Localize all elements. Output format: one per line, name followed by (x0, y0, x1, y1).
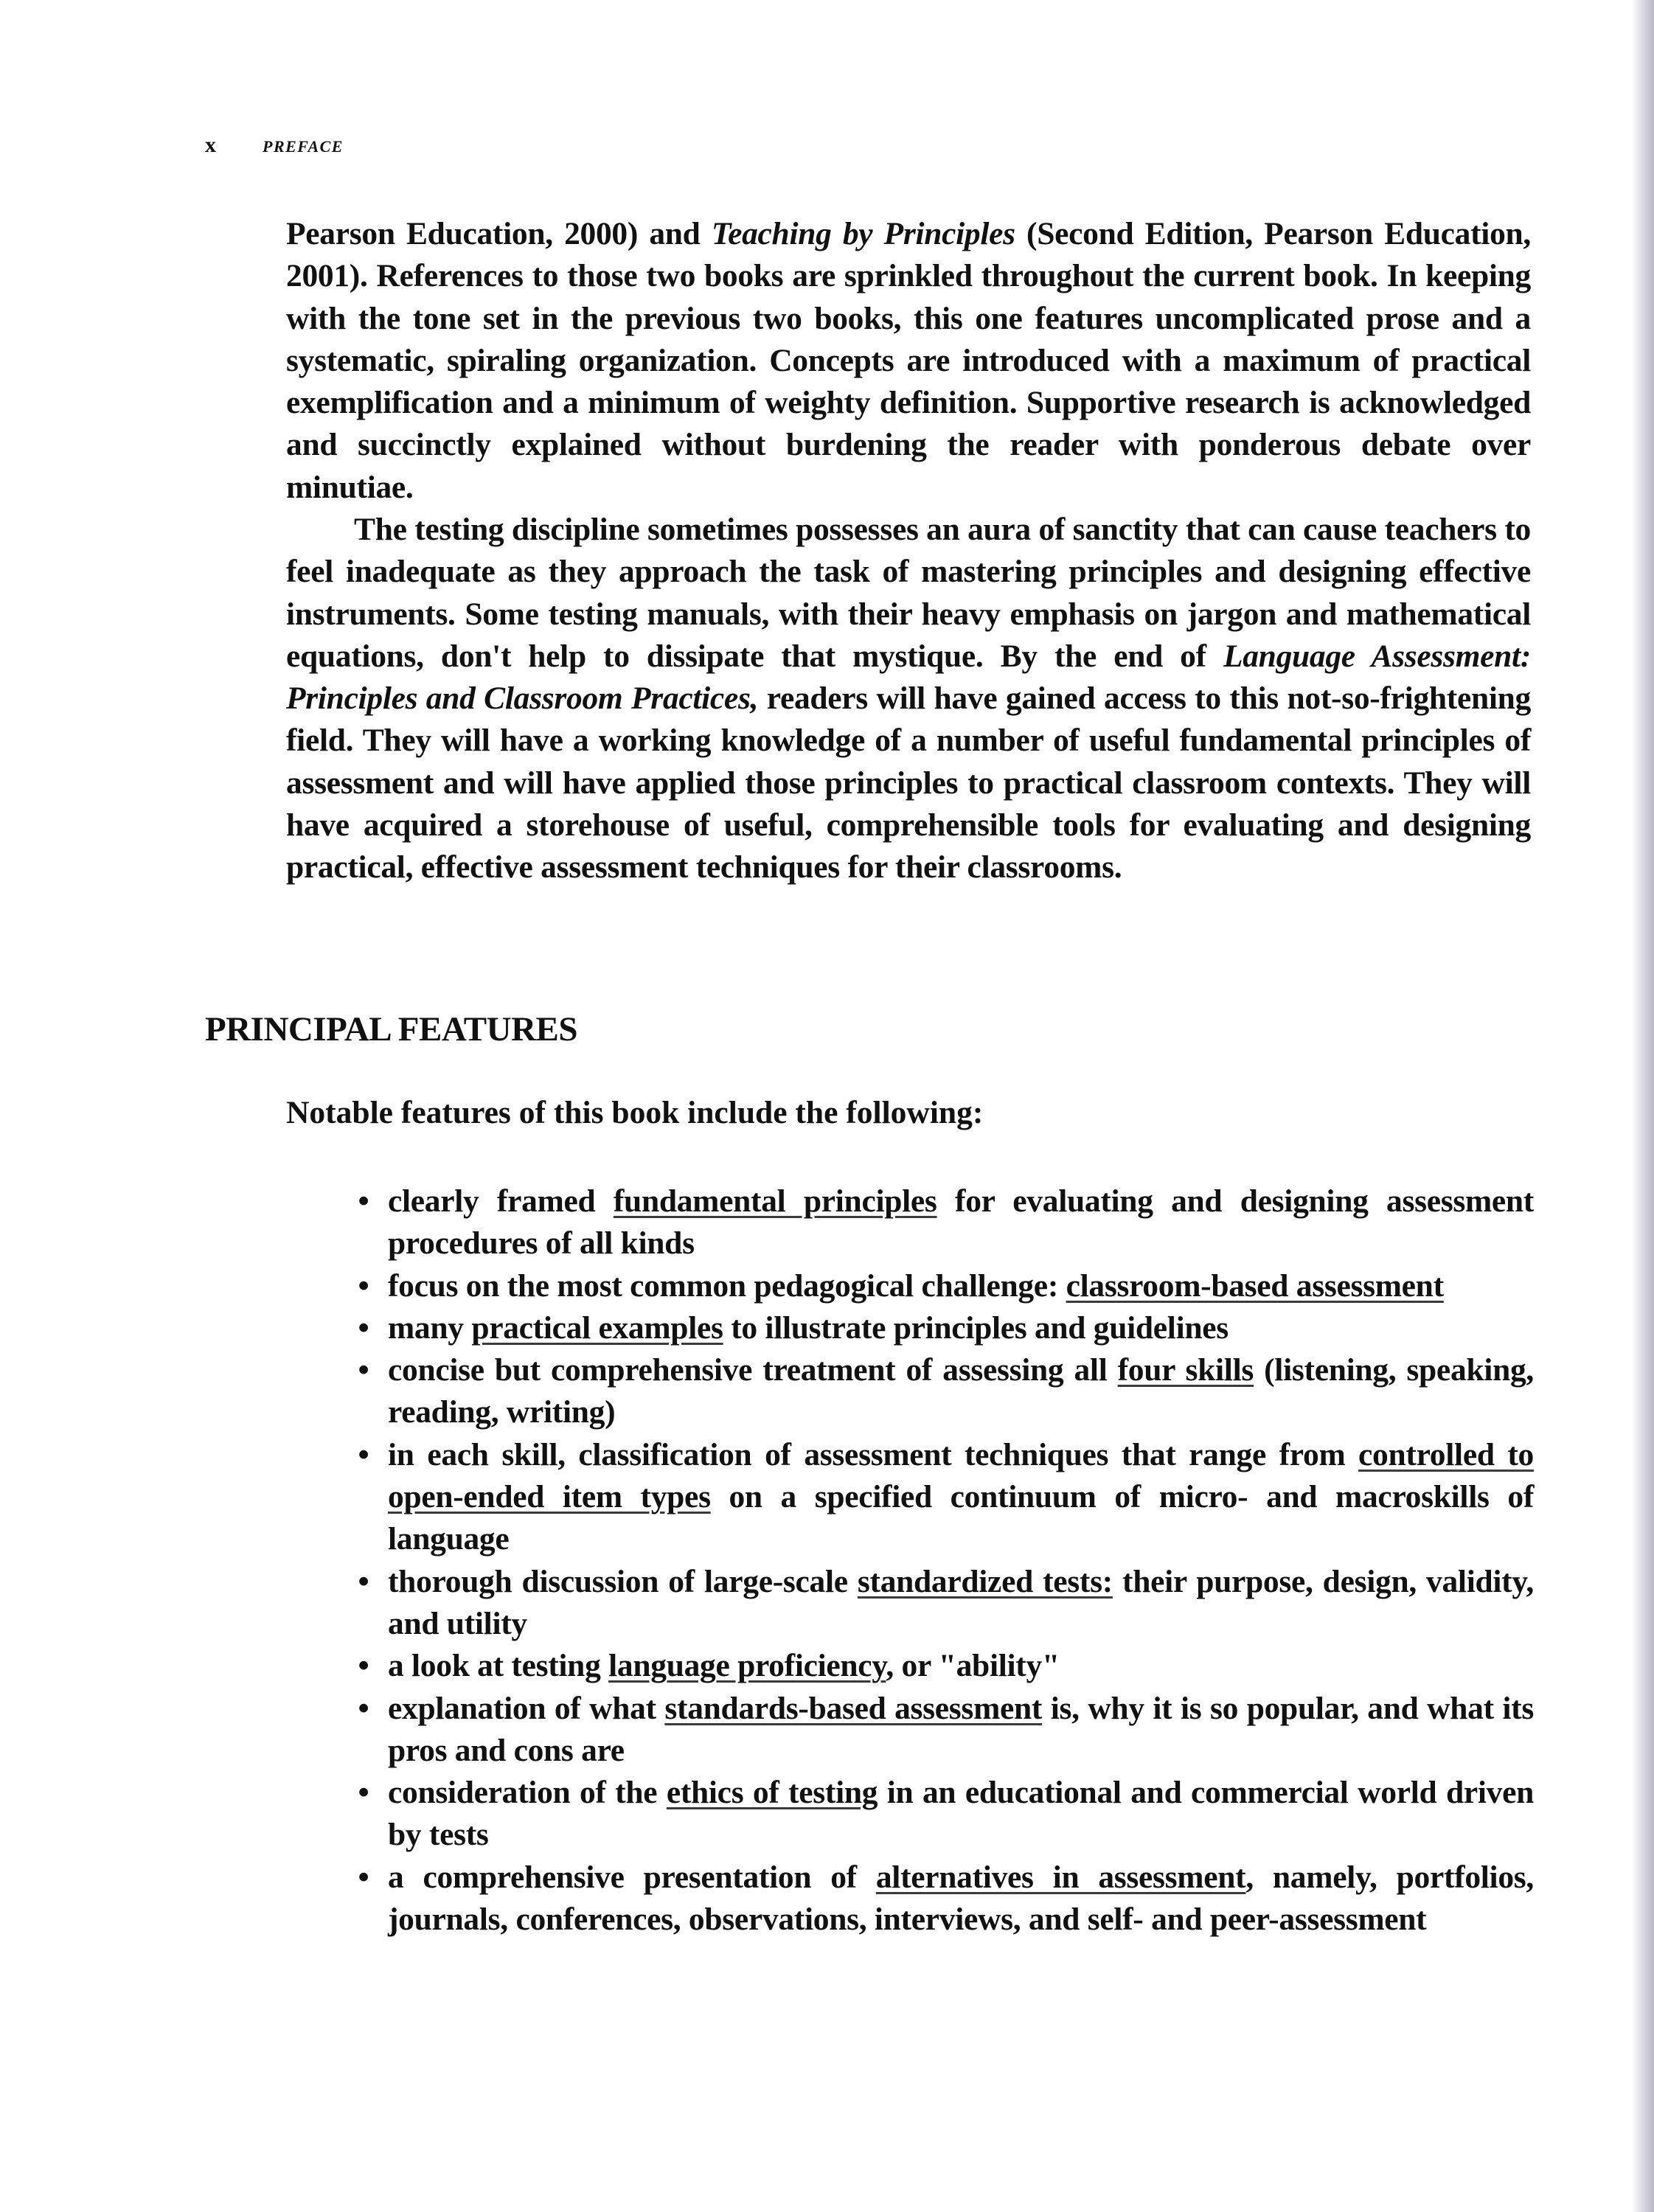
feature-underlined-term: four skills (1117, 1352, 1254, 1388)
feature-underlined-term: standards-based assessment (664, 1690, 1043, 1726)
paragraph-1-text (286, 213, 1531, 509)
feature-underlined-term: controlled to open-ended item types (388, 1436, 1535, 1515)
feature-text: to illustrate principles and guidelines (723, 1310, 1229, 1346)
intro-sentence: Notable features of this book include the following: (286, 1095, 984, 1130)
text-segment: (Second Edition, Pearson Education, 2001). References to those two books are sprinkled throughout the current book. In keeping with the tone set in the previous two books, this one features uncomplicated prose and a systematic, spiraling organization. Concepts are introduced with a maximum of practical exemplification and a minimum of weighty definition. Supportive research is acknowledged and succinctly explained without burdening the reader with ponderous debate over minutiae. (286, 216, 1531, 505)
feature-text: (listening, speaking, reading, writing) (388, 1352, 1534, 1430)
paragraph-2-text (286, 509, 1531, 889)
feature-underlined-term: practical examples (471, 1310, 723, 1346)
feature-underlined-term: language proficiency (608, 1648, 886, 1684)
paragraph-1 (286, 213, 1531, 509)
paragraph-2 (286, 509, 1531, 889)
feature-underlined-term: alternatives in assessment (875, 1859, 1246, 1895)
text-segment: Pearson Education, 2000) and (286, 216, 712, 251)
feature-underlined-term: ethics of testing (666, 1775, 878, 1811)
feature-underlined-term: classroom-based assessment (1066, 1267, 1444, 1304)
feature-text: focus on the most common pedagogical challenge: (388, 1267, 1066, 1304)
features-list (352, 1180, 1534, 1941)
feature-text: consideration of the (388, 1775, 667, 1811)
feature-item (358, 1307, 1534, 1349)
bullet-icon: • (358, 1563, 369, 1599)
feature-text: clearly framed (388, 1183, 614, 1219)
feature-underlined-term: fundamental principles (613, 1183, 937, 1219)
text-segment: The testing discipline sometimes possesses an aura of sanctity that can cause teachers to feel inadequate as they approach the task of mastering principles and designing effective instruments. Some testing manuals, with their heavy emphasis on jargon and mathematical equations, don't help to dissipate that mystique. By the end of (286, 512, 1531, 674)
page-binding-shadow (1632, 0, 1654, 2212)
feature-text: in each skill, classification of assessment techniques that range from (388, 1436, 1359, 1472)
feature-item (358, 1180, 1534, 1265)
bullet-icon: • (358, 1775, 369, 1811)
bullet-icon: • (358, 1183, 369, 1219)
feature-item (358, 1772, 1534, 1857)
feature-text: their purpose, design, validity, and utility (388, 1563, 1534, 1641)
bullet-icon: • (358, 1436, 369, 1472)
book-title-language-assessment: Language Assessment: Principles and Classroom Practices, (286, 638, 1532, 717)
bullet-icon: • (358, 1859, 369, 1895)
feature-text: concise but comprehensive treatment of assessing all (388, 1352, 1118, 1388)
feature-item (358, 1349, 1534, 1434)
page-number: x (205, 133, 217, 157)
feature-text: explanation of what (388, 1690, 665, 1726)
feature-text: for evaluating and designing assessment procedures of all kinds (388, 1183, 1534, 1262)
bullet-icon: • (358, 1648, 369, 1684)
feature-item (358, 1265, 1534, 1307)
feature-underlined-term: standardized tests: (857, 1563, 1113, 1599)
bullet-icon: • (358, 1310, 369, 1346)
book-title-teaching-by-principles: Teaching by Principles (711, 216, 1015, 251)
feature-text: a comprehensive presentation of (388, 1859, 876, 1895)
feature-item (358, 1857, 1534, 1941)
bullet-icon: • (358, 1352, 369, 1388)
feature-text: , namely, portfolios, journals, conferences, observations, interviews, and self- and peer-assessment (388, 1859, 1534, 1938)
feature-text: in an educational and commercial world driven by tests (388, 1775, 1534, 1853)
text-segment: readers will have gained access to this not-so-frightening field. They will have a working knowledge of a number of useful fundamental principles of assessment and will have applied those principles to practical classroom contexts. They will have acquired a storehouse of useful, comprehensible tools for evaluating and designing practical, effective assessment techniques for their classrooms. (286, 681, 1532, 886)
running-head-section: PREFACE (263, 137, 344, 156)
feature-item (358, 1561, 1534, 1646)
feature-text: is, why it is so popular, and what its pros and cons are (388, 1690, 1534, 1768)
feature-item (358, 1434, 1535, 1561)
running-head (205, 133, 344, 158)
feature-item (358, 1645, 1534, 1687)
bullet-icon: • (358, 1267, 369, 1304)
feature-text: on a specified continuum of micro- and macroskills of language (388, 1479, 1534, 1557)
feature-text: many (388, 1310, 472, 1346)
feature-text: , or "ability" (886, 1648, 1060, 1684)
feature-item (358, 1688, 1534, 1773)
bullet-icon: • (358, 1690, 369, 1726)
section-heading: PRINCIPAL FEATURES (205, 1010, 578, 1048)
feature-text: a look at testing (388, 1648, 609, 1684)
feature-text: thorough discussion of large-scale (388, 1563, 858, 1599)
